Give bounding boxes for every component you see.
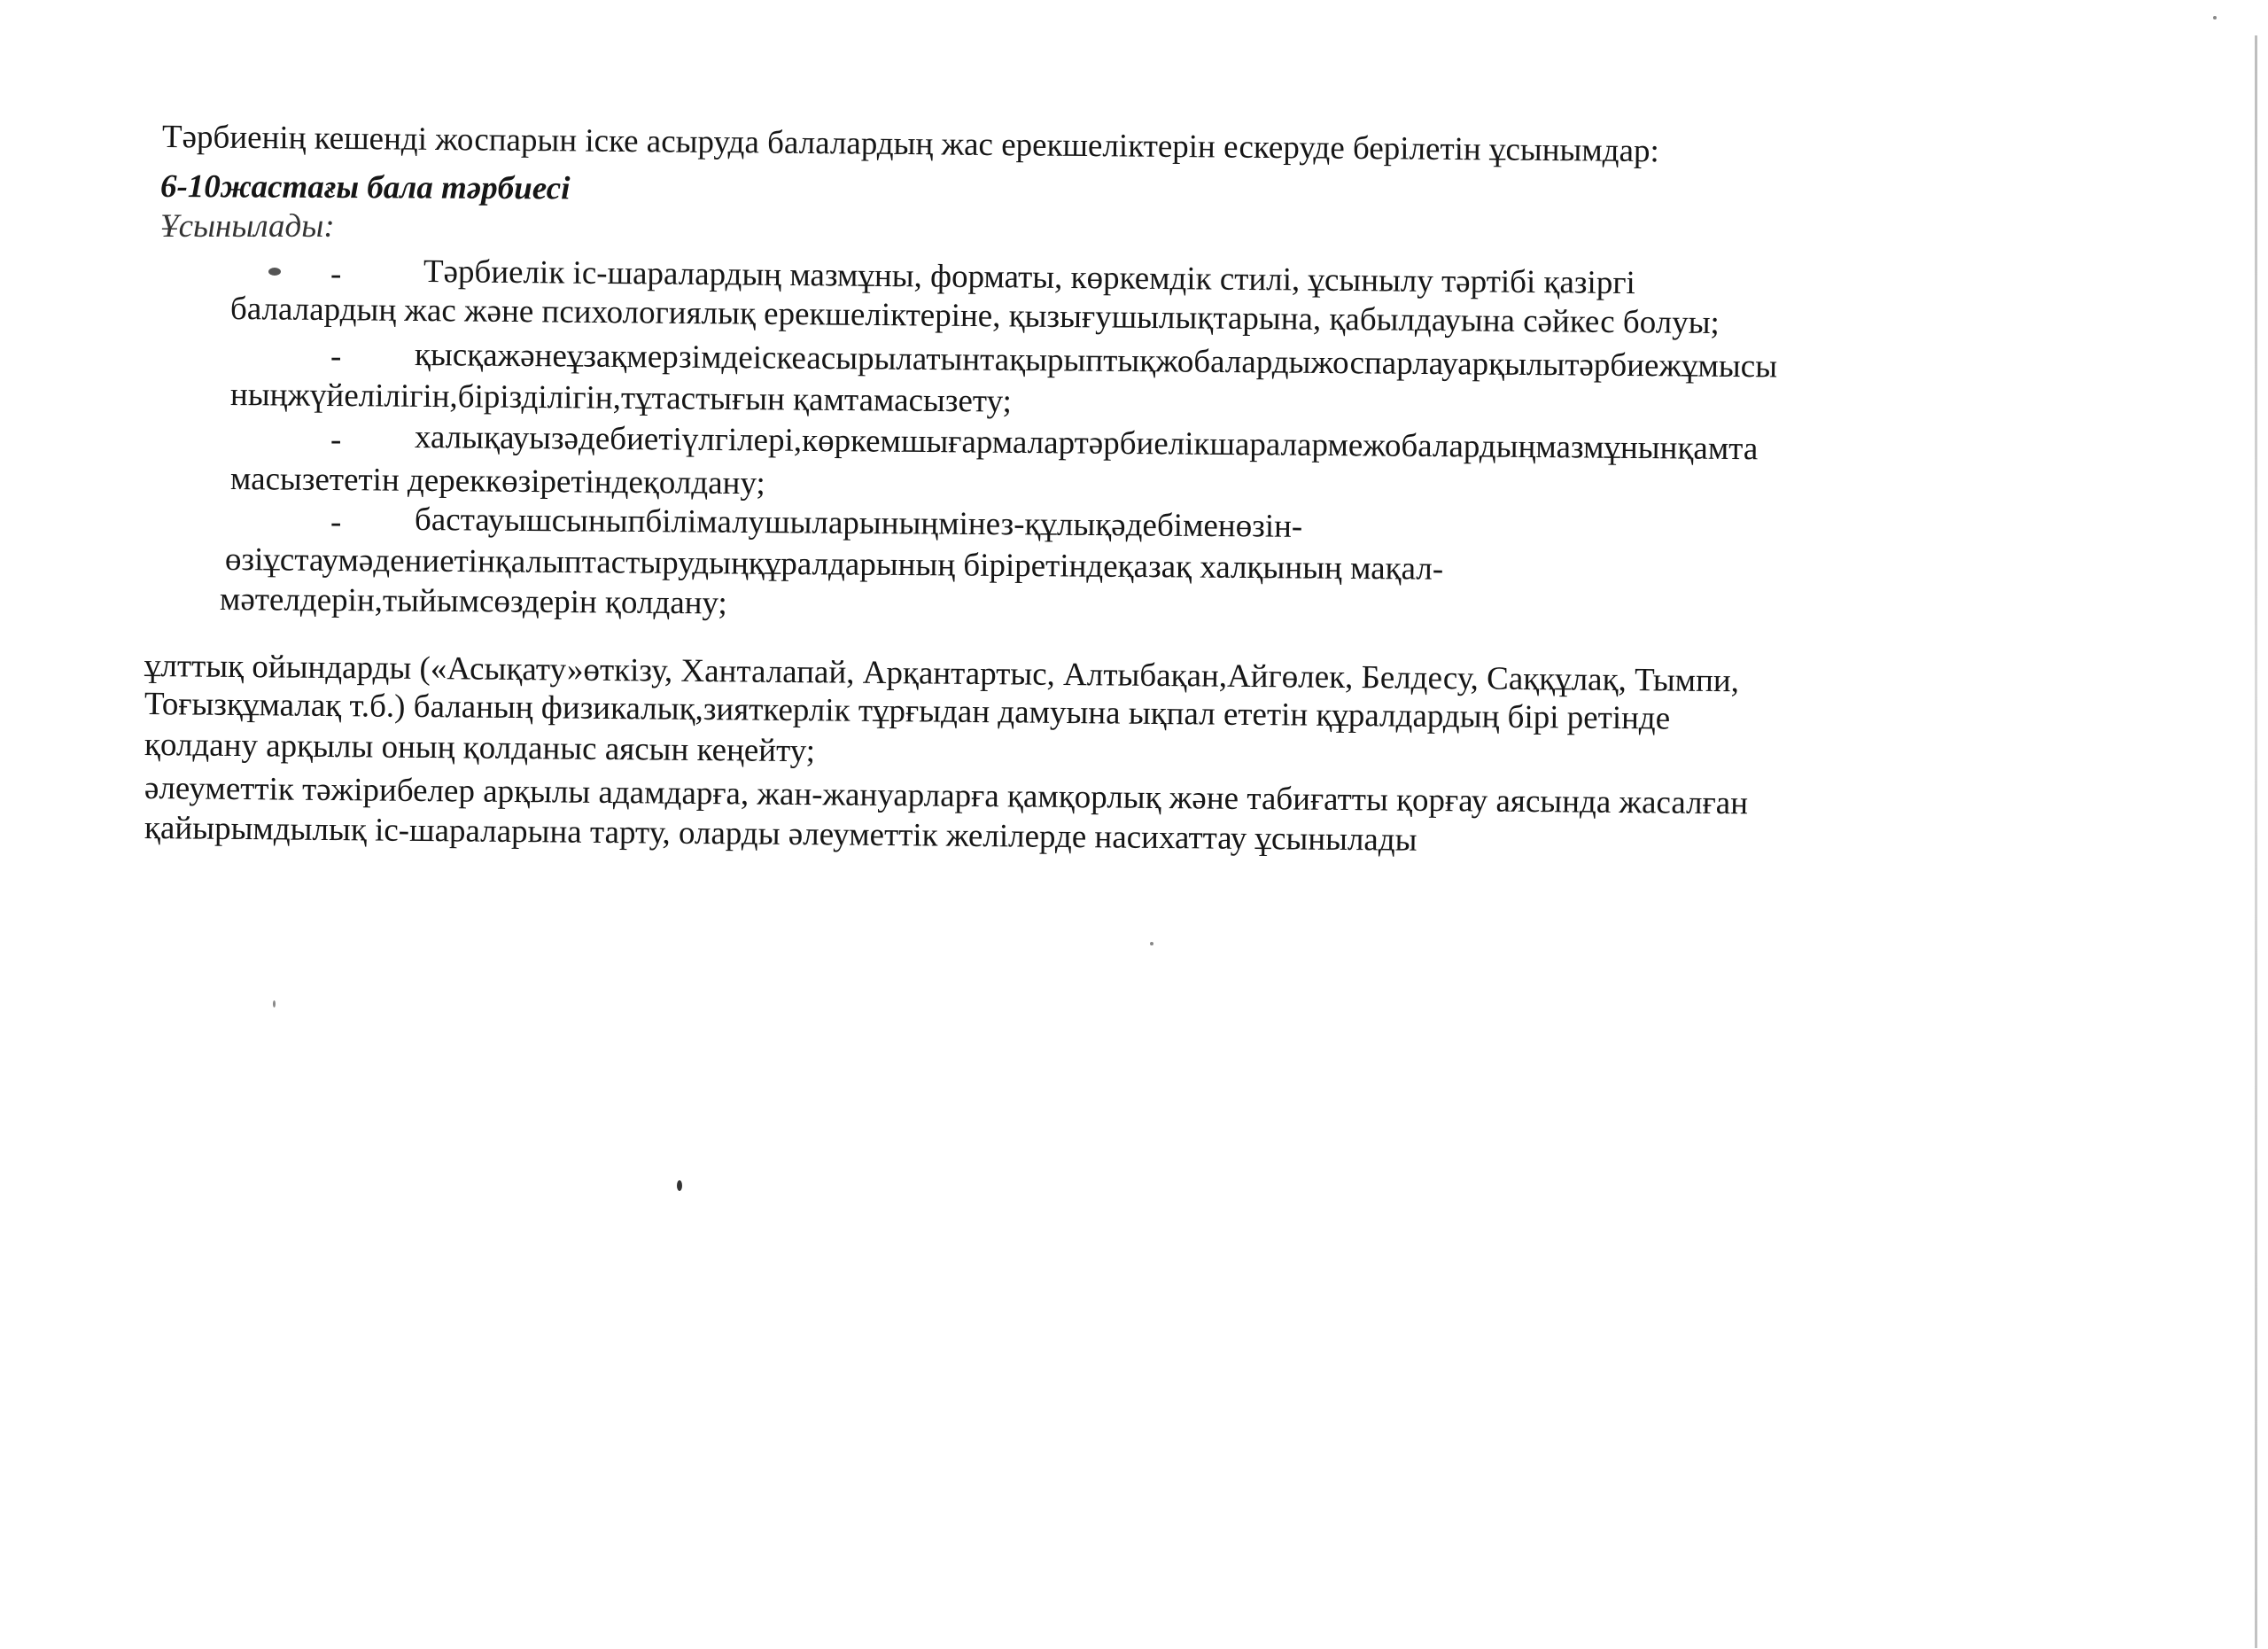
bullet-dash: - bbox=[330, 338, 342, 375]
bullet-line: мәтелдерін,тыйымсөздерін қолдану; bbox=[219, 581, 727, 622]
bullet-line: масызететін дереккөзіретіндеқолдану; bbox=[229, 461, 765, 502]
paragraph-line: қолдану арқылы оның қолданыс аясын кеңейту; bbox=[144, 727, 816, 770]
paragraph-line: әлеуметтік тәжірибелер арқылы адамдарға, жан-жануарларға қамқорлық және табиғатты қорғау аясында жасалған bbox=[144, 770, 1749, 822]
scan-speck bbox=[1150, 942, 1153, 945]
scan-speck bbox=[2213, 16, 2217, 19]
bullet-line: қысқажәнеұзақмерзімдеіскеасырылатынтақырыптықжобалардыжоспарлауарқылытәрбиежұмысы bbox=[414, 337, 1778, 385]
bullet-dash: - bbox=[330, 256, 342, 292]
bullet-dash: - bbox=[330, 504, 342, 541]
scan-speck bbox=[677, 1180, 682, 1191]
bullet-line: балалардың жас және психологиялық ерекшеліктеріне, қызығушылықтарына, қабылдауына сәйкес болуы; bbox=[229, 291, 1720, 342]
bullet-line: Тәрбиелік іс-шаралардың мазмұны, форматы, көркемдік стилі, ұсынылу тәртібі қазіргі bbox=[423, 253, 1635, 302]
recommended-label: Ұсынылады: bbox=[160, 208, 335, 245]
bullet-line: ныңжүйелілігін,бірізділігін,тұтастығын қамтамасызету; bbox=[229, 377, 1013, 420]
document-heading: Тәрбиенің кешенді жоспарын іске асыруда балалардың жас ерекшеліктерін ескеруде берілетін ұсынымдар: bbox=[161, 119, 1660, 170]
bullet-dash: - bbox=[330, 422, 342, 458]
scan-speck bbox=[273, 1000, 276, 1007]
bullet-line: өзіұстаумәдениетінқалыптастырудыңқұралдарының біріретіндеқазақ халқының мақал- bbox=[224, 541, 1444, 587]
scan-speck bbox=[268, 268, 281, 276]
bullet-line: бастауышсыныпбілімалушыларыныңмінез-құлықәдебіменөзін- bbox=[414, 502, 1303, 545]
paragraph-line: ұлттық ойындарды («Асықату»өткізу, Ханталапай, Арқантартыс, Алтыбақан,Айгөлек, Белдесу, Саққұлақ, Тымпи, bbox=[144, 648, 1740, 700]
scan-edge-line bbox=[2255, 35, 2257, 1648]
paragraph-line: қайырымдылық іс-шараларына тарту, оларды әлеуметтік желілерде насихаттау ұсынылады bbox=[144, 810, 1418, 859]
document-subheading: 6-10жастағы бала тәрбиесі bbox=[159, 168, 571, 207]
paragraph-line: Тоғызқұмалақ т.б.) баланың физикалық,зияткерлік тұрғыдан дамуына ықпал ететін құралдардың бірі ретінде bbox=[144, 686, 1671, 737]
bullet-line: халықауызәдебиетіүлгілері,көркемшығармалартәрбиелікшаралармежобалардыңмазмұнынқамта bbox=[414, 419, 1759, 468]
